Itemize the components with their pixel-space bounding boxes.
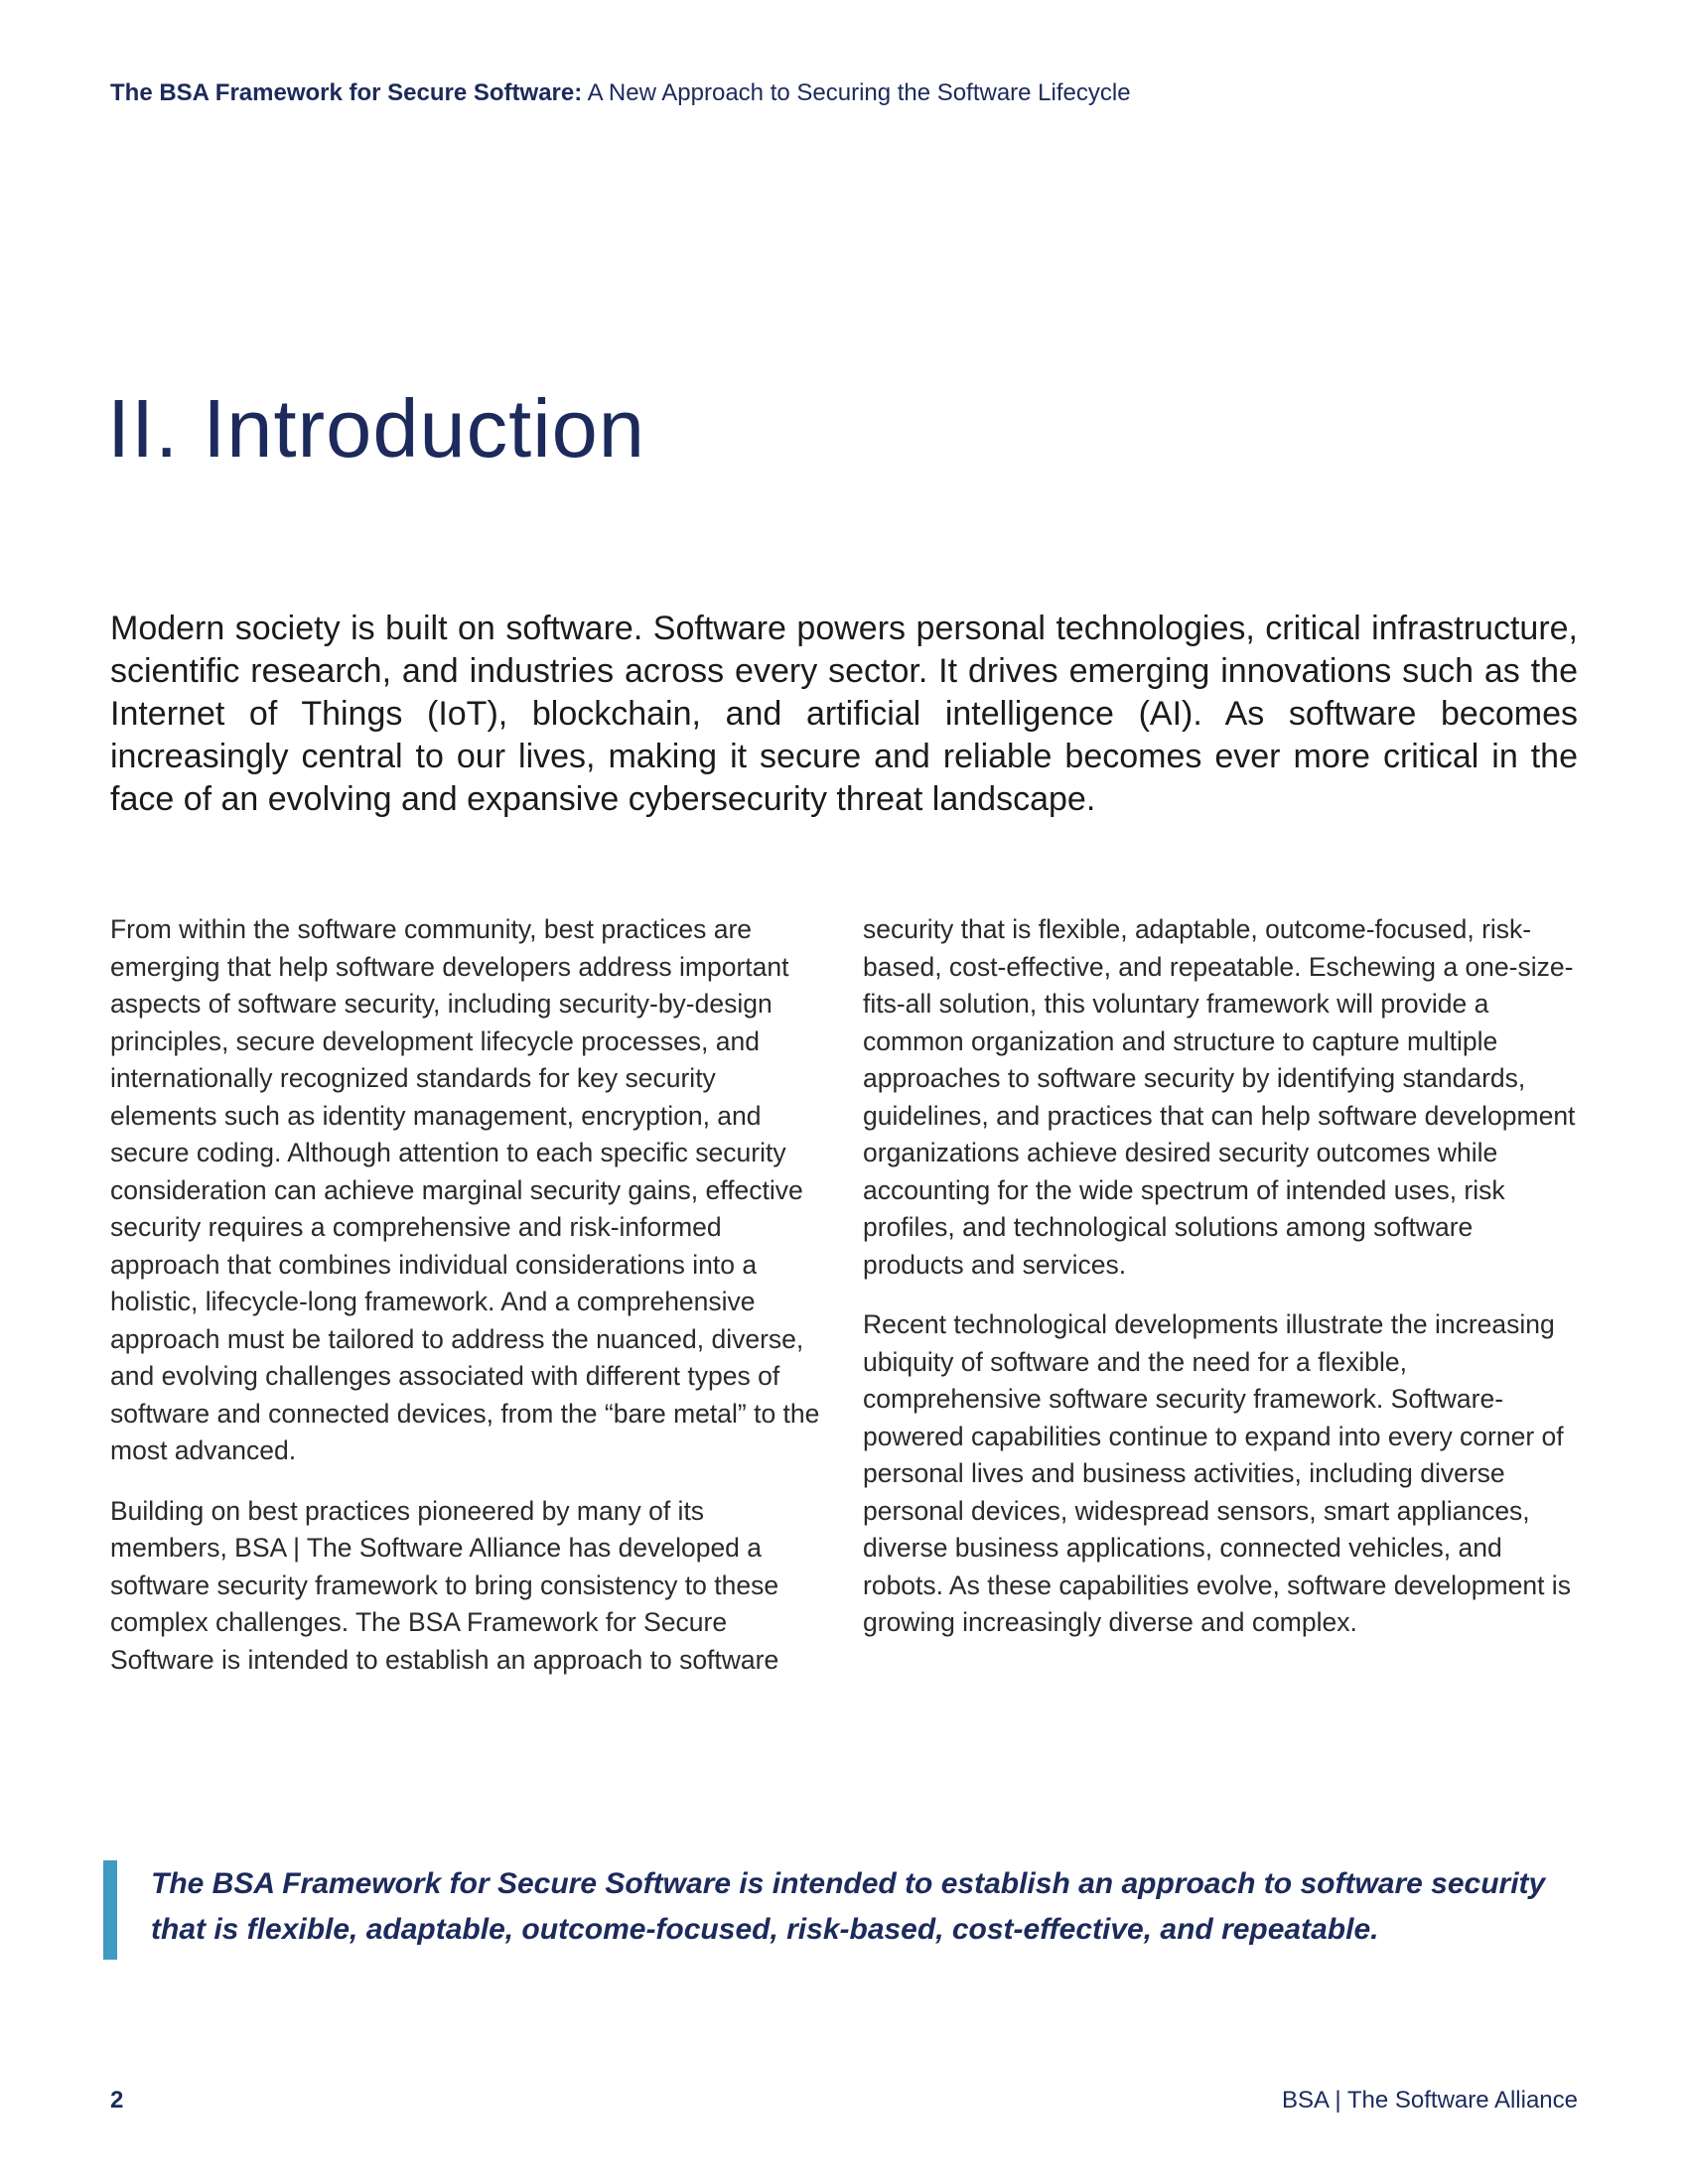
pull-quote-accent-bar <box>103 1860 117 1960</box>
body-paragraph: security that is flexible, adaptable, outcome-focused, risk-based, cost-effective, and repeatable. Eschewing a one-size-fits-all solution, this voluntary framework will provide a common organization and structure to capture multiple approaches to software security by identifying standards, guidelines, and practices that can help software development organizations achieve desired security outcomes while accounting for the wide spectrum of intended uses, risk profiles, and technological solutions among software products and services. <box>863 914 1576 1280</box>
pull-quote-text: The BSA Framework for Secure Software is intended to establish an approach to software security that is flexible, adaptable, outcome-focused, risk-based, cost-effective, and repeatable. <box>151 1867 1546 1946</box>
pull-quote <box>103 1860 1583 1960</box>
footer-organization: BSA | The Software Alliance <box>1282 2087 1578 2114</box>
lead-paragraph: Modern society is built on software. Software powers personal technologies, critical infrastructure, scientific research, and industries across every sector. It drives emerging innovations such as the Internet of Things (IoT), blockchain, and artificial intelligence (AI). As software becomes increasingly central to our lives, making it secure and reliable becomes ever more critical in the face of an evolving and expansive cybersecurity threat landscape. <box>110 610 1578 818</box>
left-column <box>110 911 825 1702</box>
running-header-title-bold: The BSA Framework for Secure Software: <box>110 79 583 106</box>
section-title: II. Introduction <box>107 382 645 475</box>
page-number: 2 <box>110 2087 124 2114</box>
body-columns <box>110 911 1578 1702</box>
body-paragraph: Building on best practices pioneered by many of its members, BSA | The Software Alliance has developed a software security framework to bring consistency to these complex challenges. The BSA Framework for Secure Software is intended to establish an approach to software <box>110 1495 779 1675</box>
body-paragraph: From within the software community, best practices are emerging that help software developers address important aspects of software security, including security-by-design principles, secure development lifecycle processes, and internationally recognized standards for key security elements such as identity management, encryption, and secure coding. Although attention to each specific security consideration can achieve marginal security gains, effective security requires a comprehensive and risk-informed approach that combines individual considerations into a holistic, lifecycle-long framework. And a comprehensive approach must be tailored to address the nuanced, diverse, and evolving challenges associated with different types of software and connected devices, from the “bare metal” to the most advanced. <box>110 914 820 1465</box>
running-header <box>110 79 1131 107</box>
running-header-title-rest: A New Approach to Securing the Software Lifecycle <box>582 79 1131 106</box>
right-column <box>863 911 1578 1702</box>
body-paragraph: Recent technological developments illustrate the increasing ubiquity of software and the need for a flexible, comprehensive software security framework. Software-powered capabilities continue to expand into every corner of personal lives and business activities, including diverse personal devices, widespread sensors, smart appliances, diverse business applications, connected vehicles, and robots. As these capabilities evolve, software development is growing increasingly diverse and complex. <box>863 1309 1571 1637</box>
